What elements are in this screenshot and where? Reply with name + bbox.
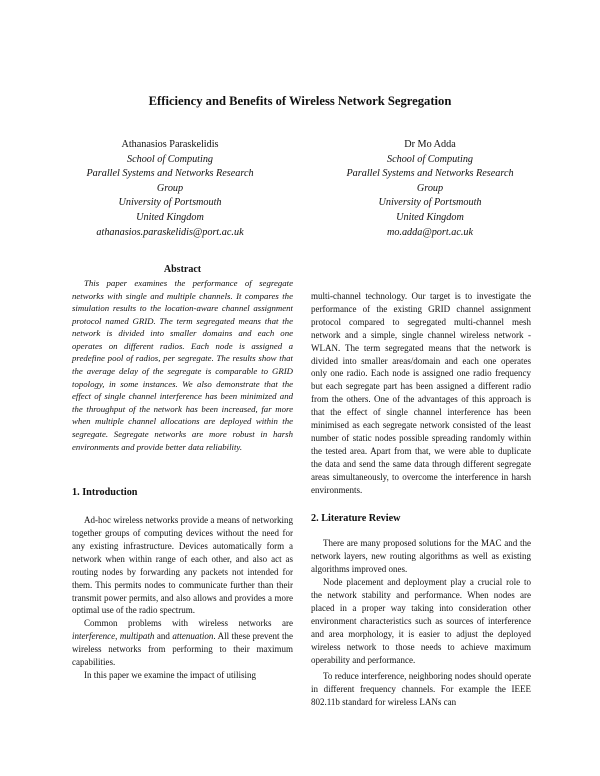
author-group: Parallel Systems and Networks Research (346, 168, 514, 180)
author-university: University of Portsmouth (378, 197, 482, 209)
intro-paragraph-3: In this paper we examine the impact of utilising (84, 670, 256, 680)
author-school: School of Computing (386, 153, 474, 165)
author-name: Dr Mo Adda (404, 139, 456, 150)
abstract-heading: Abstract (163, 264, 202, 275)
author-block-1 (40, 138, 300, 240)
author-block-2 (300, 138, 560, 240)
author-country: United Kingdom (396, 211, 464, 223)
right-column (311, 290, 531, 709)
author-university: University of Portsmouth (118, 197, 222, 209)
author-email[interactable]: athanasios.paraskelidis@port.ac.uk (96, 226, 244, 238)
author-name: Athanasios Paraskelidis (121, 139, 219, 150)
left-column (72, 264, 293, 682)
lit-paragraph-1: There are many proposed solutions for the MAC and the network layers, new routing algorithms as well as existing algorithms improved ones. (311, 538, 531, 575)
author-group-cont: Group (416, 182, 444, 194)
author-email[interactable]: mo.adda@port.ac.uk (386, 226, 474, 238)
lit-paragraph-2: Node placement and deployment play a crucial role to the network stability and performance. When nodes are placed in a proper way taking into consideration other environment characteristics such as sources of interference and area morphology, it is easier to adjust the deployed wireless network to those needs to achieve maximum operability and performance. (311, 577, 531, 665)
author-school: School of Computing (126, 153, 214, 165)
author-group: Parallel Systems and Networks Research (86, 168, 254, 180)
section-heading-literature-review: 2. Literature Review (311, 512, 401, 524)
abstract-text: This paper examines the performance of segregate networks with single and multiple channels. It compares the simulation results to the location-aware channel assignment protocol named GRID. The term segregated means that the network is divided into smaller domains and each one operates on different radios. Each node is assigned a predefine pool of radios, per segregate. The results show that the average delay of the segregate is comparable to GRID topology, in some instances. We also demonstrate that the effect of single channel interference has been minimized and the throughput of the network has been increased, far more when multiple channel allocations are deployed within the segregate. Segregate networks are more robust in harsh environments and provide better data reliability. (72, 277, 293, 452)
intro-paragraph-1: Ad-hoc wireless networks provide a means of networking together groups of computing devices without the need for any existing infrastructure. Devices automatically form a network when within range of each other, and also act as routing nodes by forwarding any packets not intended for them. This permits nodes to communicate further than their transmit power permits, and also allows and provides a more optimal use of the radio spectrum. (72, 515, 293, 616)
paper-title: Efficiency and Benefits of Wireless Network Segregation (148, 94, 452, 108)
author-group-cont: Group (156, 182, 184, 194)
author-country: United Kingdom (136, 211, 204, 223)
section-heading-introduction: 1. Introduction (72, 487, 138, 499)
lit-paragraph-3: To reduce interference, neighboring nodes should operate in different frequency channels. For example the IEEE 802.11b standard for wireless LANs can (311, 671, 531, 708)
intro-paragraph-continued: multi-channel technology. Our target is to investigate the performance of the existing GRID channel assignment protocol compared to segregated multi-channel mesh network and a simple, single channel wireless network - WLAN. The term segregated means that the network is divided into smaller areas/domain and each one operates only one radio. Each node is assigned one radio frequency but each segregate part has been assigned a different radio from the others. One of the advantages of this approach is that the effect of single channel interference has been minimised as each segregate network consisted of the least number of static nodes possible spreading randomly within the tested area. Apart from that, we were able to duplicate the data and send the same data through different segregate areas simultaneously, to overcome the interference in harsh environments. (311, 291, 531, 495)
intro-paragraph-2: Common problems with wireless networks are interference, multipath and attenuation. All these prevent the wireless networks from performing to their maximum capabilities. (72, 618, 293, 668)
